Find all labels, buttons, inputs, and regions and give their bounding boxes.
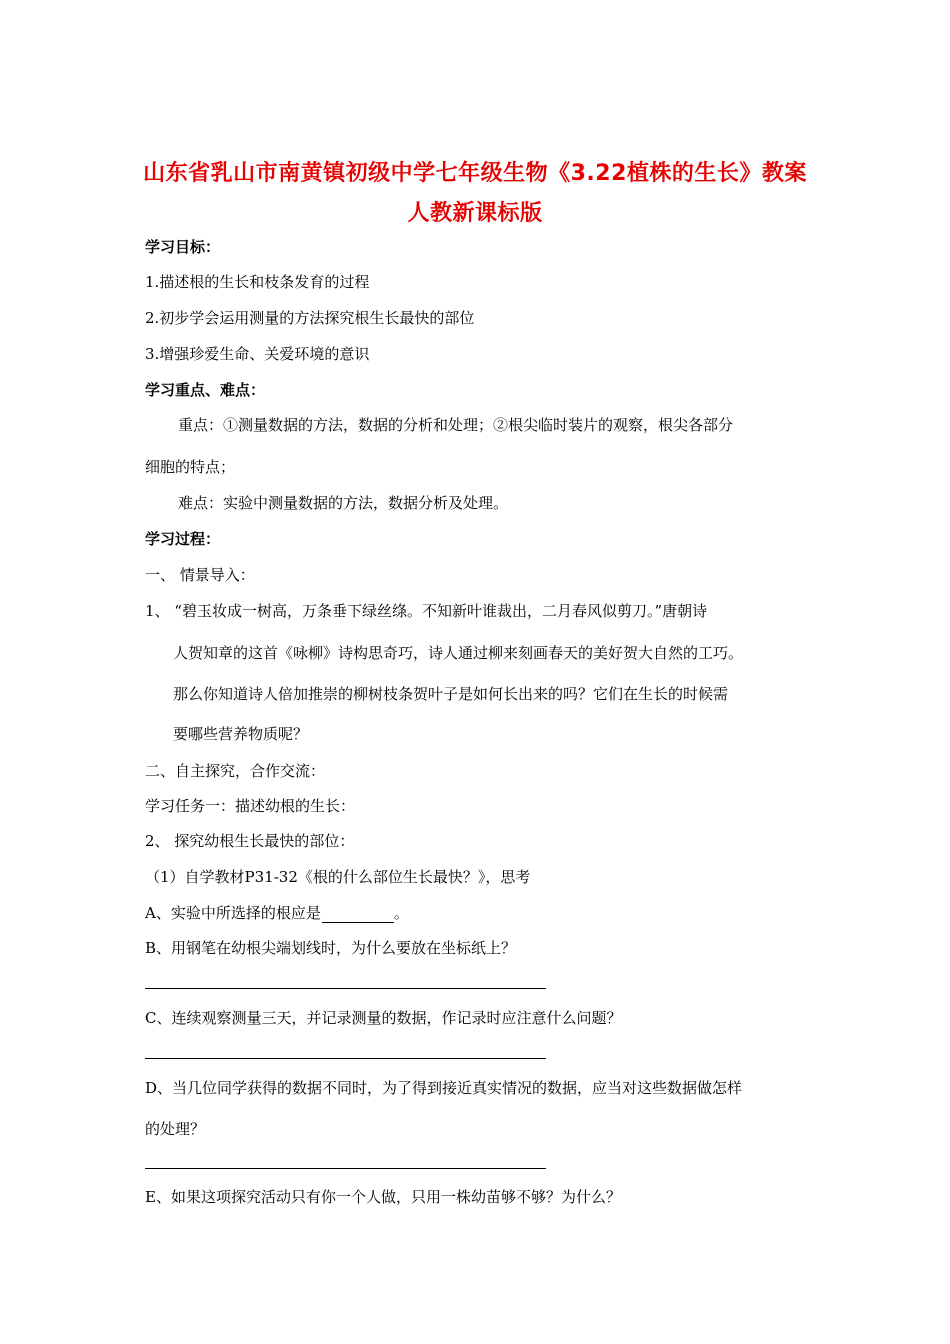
goal-item-1: 1.描述根的生长和枝条发育的过程	[145, 273, 370, 291]
question-d-line-2: 的处理？	[145, 1120, 206, 1138]
poem-line-2: 人贺知章的这首《咏柳》诗构思奇巧，诗人通过柳来刻画春天的美好贺大自然的工巧。	[173, 644, 744, 662]
poem-line-3: 那么你知道诗人倍加推崇的柳树枝条贺叶子是如何长出来的吗？它们在生长的时候需	[173, 685, 729, 703]
answer-blank	[322, 908, 394, 923]
goal-item-3: 3.增强珍爱生命、关爱环境的意识	[145, 345, 370, 363]
key-point-line-2: 细胞的特点；	[145, 458, 236, 476]
key-point-line-1: 重点：①测量数据的方法，数据的分析和处理；②根尖临时装片的观察，根尖各部分	[178, 416, 734, 434]
answer-line-d	[145, 1168, 546, 1169]
sub-item-1: （1）自学教材P31-32《根的什么部位生长最快？》，思考	[145, 868, 531, 886]
section-2-heading: 二、自主探究，合作交流：	[145, 762, 326, 780]
document-title-line-1: 山东省乳山市南黄镇初级中学七年级生物《3.22植株的生长》教案	[143, 161, 807, 186]
question-a	[145, 902, 409, 923]
difficult-point: 难点：实验中测量数据的方法，数据分析及处理。	[178, 494, 509, 512]
poem-line-4: 要哪些营养物质呢？	[173, 725, 309, 743]
document-title-line-2: 人教新课标版	[407, 201, 543, 226]
keypoints-heading: 学习重点、难点：	[145, 381, 266, 399]
question-d-line-1: D、当几位同学获得的数据不同时，为了得到接近真实情况的数据，应当对这些数据做怎样	[145, 1079, 743, 1097]
poem-line-1: 1、 “碧玉妆成一树高，万条垂下绿丝绦。不知新叶谁裁出，二月春风似剪刀。”唐朝诗	[145, 602, 708, 620]
goals-heading: 学习目标：	[145, 238, 221, 256]
question-c: C、连续观察测量三天，并记录测量的数据，作记录时应注意什么问题？	[145, 1009, 622, 1027]
question-a-end: 。	[393, 904, 409, 922]
task-1-heading: 学习任务一：描述幼根的生长：	[145, 797, 356, 815]
process-heading: 学习过程：	[145, 530, 221, 548]
question-e: E、如果这项探究活动只有你一个人做，只用一株幼苗够不够？为什么？	[145, 1188, 621, 1206]
section-1-heading: 一、 情景导入：	[145, 566, 255, 584]
goal-item-2: 2.初步学会运用测量的方法探究根生长最快的部位	[145, 309, 475, 327]
question-b: B、用钢笔在幼根尖端划线时，为什么要放在坐标纸上？	[145, 939, 517, 957]
item-2-heading: 2、 探究幼根生长最快的部位：	[145, 832, 355, 850]
question-a-text: A、实验中所选择的根应是	[145, 904, 321, 922]
answer-line-b	[145, 988, 546, 989]
answer-line-c	[145, 1058, 546, 1059]
